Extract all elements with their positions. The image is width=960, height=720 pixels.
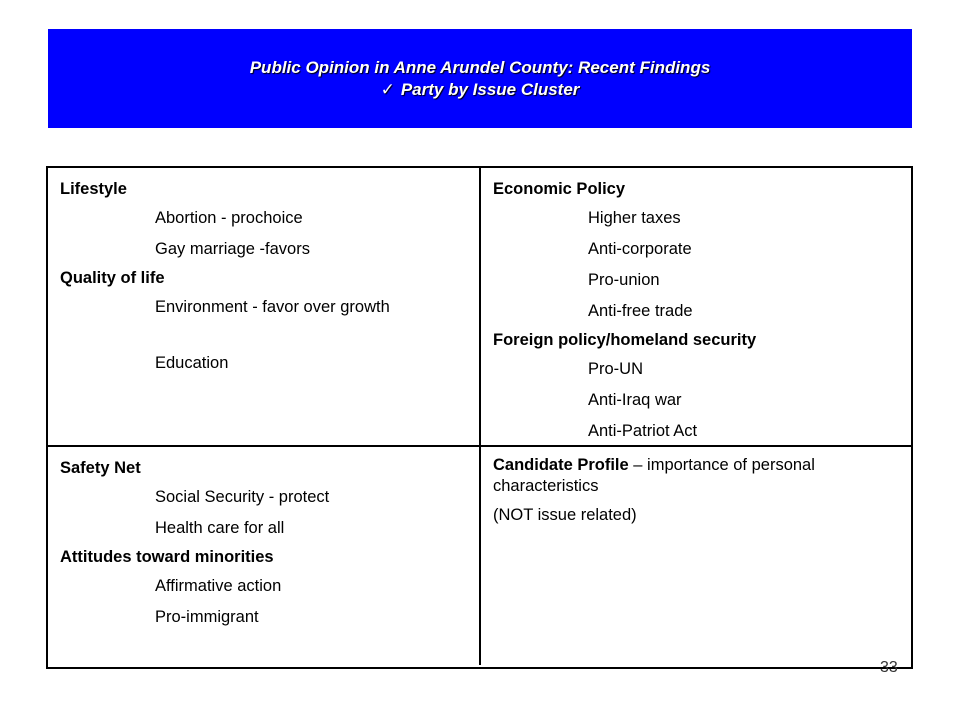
cell-candidate-profile bbox=[481, 447, 911, 665]
checkmark-icon: ✓ bbox=[380, 79, 395, 99]
candidate-profile-text bbox=[493, 455, 901, 497]
title-banner bbox=[48, 29, 912, 128]
cell-subheading: Foreign policy/homeland security bbox=[493, 331, 757, 349]
list-item: Abortion - prochoice bbox=[155, 209, 303, 227]
page-number: 33 bbox=[880, 659, 898, 676]
cell-lifestyle bbox=[48, 168, 481, 447]
list-item: Social Security - protect bbox=[155, 488, 330, 506]
list-item: Anti-Iraq war bbox=[588, 391, 682, 409]
cell-heading: Economic Policy bbox=[493, 180, 626, 198]
cell-subheading: Quality of life bbox=[60, 269, 165, 287]
cell-heading: Candidate Profile bbox=[493, 456, 629, 474]
cell-economic-policy bbox=[481, 168, 911, 447]
list-item: Anti-Patriot Act bbox=[588, 422, 698, 440]
list-item: Pro-union bbox=[588, 271, 660, 289]
cell-heading: Lifestyle bbox=[60, 180, 127, 198]
list-item: Education bbox=[155, 354, 229, 372]
list-item: Pro-UN bbox=[588, 360, 644, 378]
title-line-1: Public Opinion in Anne Arundel County: Recent Findings bbox=[249, 57, 711, 77]
cell-subheading: Attitudes toward minorities bbox=[60, 548, 274, 566]
list-item: Higher taxes bbox=[588, 209, 681, 227]
cell-heading: Safety Net bbox=[60, 459, 141, 477]
title-line-2 bbox=[381, 79, 580, 101]
cell-safety-net bbox=[48, 447, 481, 665]
list-item: Health care for all bbox=[155, 519, 285, 537]
list-item: Gay marriage -favors bbox=[155, 240, 310, 258]
list-item: Pro-immigrant bbox=[155, 608, 259, 626]
candidate-note: (NOT issue related) bbox=[493, 506, 637, 524]
list-item: Anti-free trade bbox=[588, 302, 693, 320]
list-item: Anti-corporate bbox=[588, 240, 692, 258]
list-item: Environment - favor over growth bbox=[155, 298, 390, 316]
cell-heading-rest: – importance of personal characteristics bbox=[493, 456, 815, 495]
title-subtitle: Party by Issue Cluster bbox=[400, 79, 580, 99]
list-item: Affirmative action bbox=[155, 577, 282, 595]
issue-cluster-table bbox=[46, 166, 913, 669]
